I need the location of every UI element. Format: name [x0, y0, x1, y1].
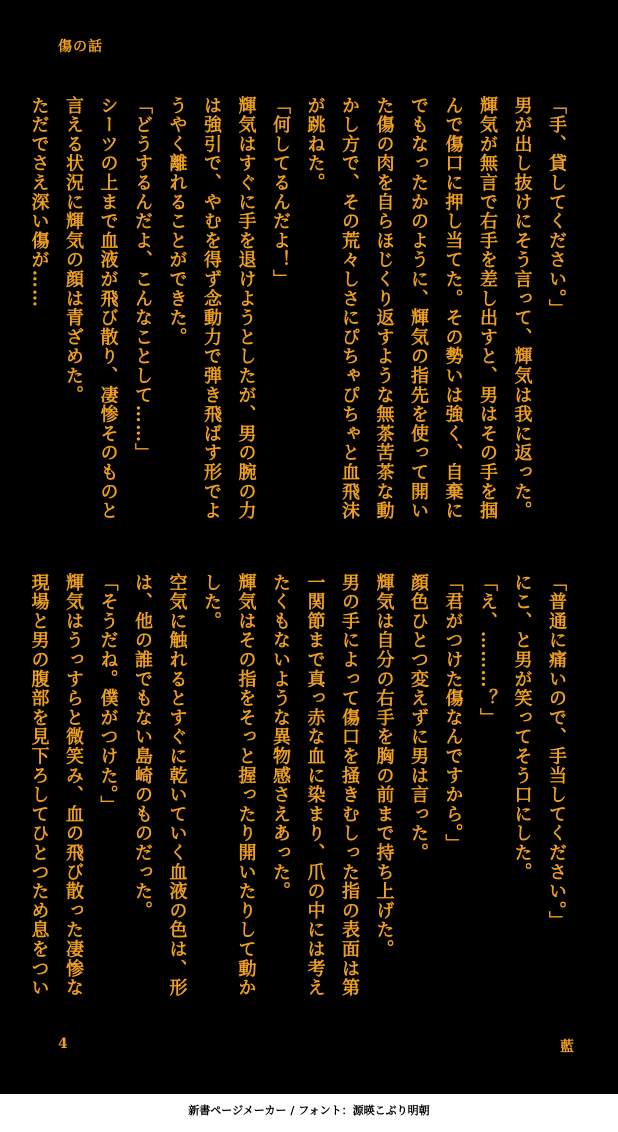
running-title: 傷の話: [58, 39, 103, 55]
text-column-top: 「手、貸してください。」 男が出し抜けにそう言って、輝気は我に返った。 輝気が無言で右手を差し出すと、男はその手を掴 んで傷口に押し当てた。その勢いは強く、自棄に でもなったかのように、輝気の指先を使って開い た傷の肉を自らほじくり返すような無茶苦茶な動 かし方で、その荒々しさにぴちゃぴちゃと血飛沫 が跳ねた。 「何してるんだよ！」 輝気はすぐに手を退けようとしたが、男の腕の力 は強引で、やむを得ず念動力で弾き飛ばす形でよ うやく離れることができた。 「どうするんだよ、こんなことして……」 シーツの上まで血液が飛び散り、凄惨そのものと 言える状況に輝気の顔は青ざめた。 ただでさえ深い傷が……: [28, 96, 567, 521]
author-mark: 藍: [560, 1039, 574, 1055]
generator-credit: 新書ページメーカー / フォント：源暎こぶり明朝: [0, 1094, 618, 1132]
text-column-bottom: 「普通に痛いので、手当してください。」 にこ、と男が笑ってそう口にした。 「え、………？」 「君がつけた傷なんですから。」 顔色ひとつ変えずに男は言った。 輝気は自分の右手を胸の前まで持ち上げた。 男の手によって傷口を掻きむしった指の表面は第 一関節まで真っ赤な血に染まり、爪の中には考え たくもないような異物感さえあった。 輝気はその指をそっと握ったり開いたりして動か した。 空気に触れるとすぐに乾いていく血液の色は、形 は、他の誰でもない島崎のものだった。 「そうだね。僕がつけた。」 輝気はうっすらと微笑み、血の飛び散った凄惨な 現場と男の腹部を見下ろしてひとつため息をつい: [28, 573, 567, 998]
page-number: 4: [58, 1036, 68, 1052]
